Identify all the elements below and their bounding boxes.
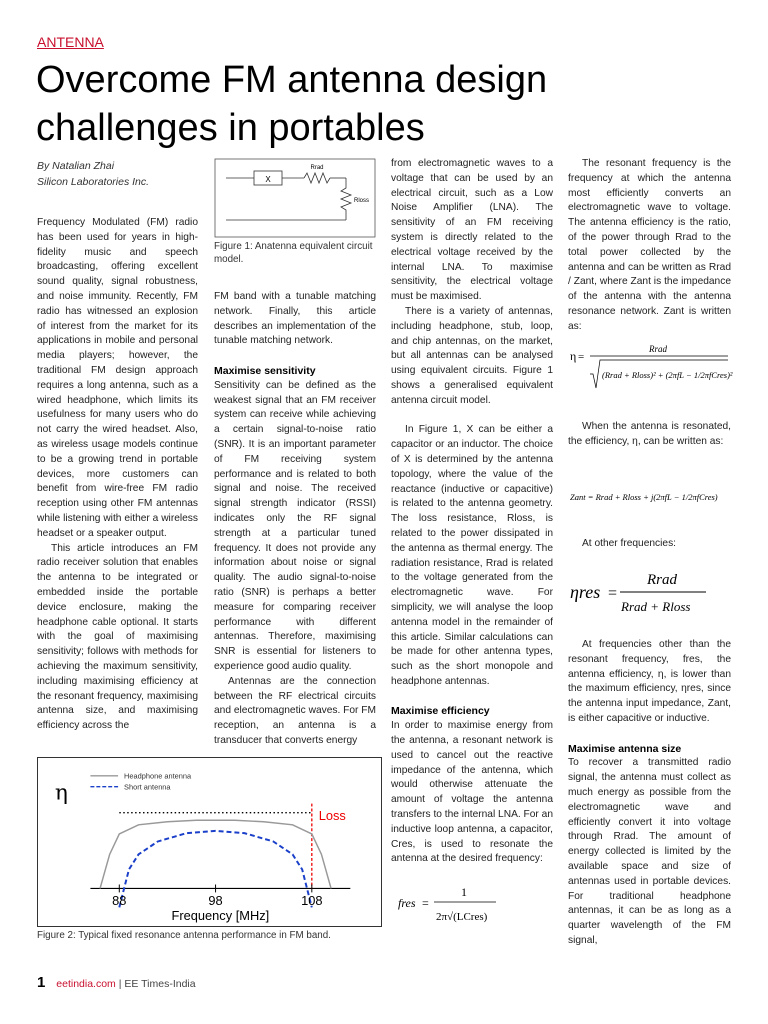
x-tick-label: 108 — [301, 893, 323, 909]
figure-2-chart — [37, 757, 382, 927]
affiliation: Silicon Laboratories Inc. — [37, 176, 150, 188]
rrad-resistor — [304, 173, 330, 183]
page-number: 1 — [37, 974, 46, 991]
x-tick-label: 98 — [208, 893, 223, 909]
heading-maximise-efficiency: Maximise efficiency — [391, 705, 490, 718]
footer — [37, 974, 196, 991]
x-tick-label: 88 — [112, 893, 127, 909]
paragraph: In order to maximise energy from the antenna, a resonant network is used to cancel out the reactive impedance of the antenna, which would otherwise attenuate the amount of voltage the antenna transfers to the internal LNA. For an inductive loop antenna, a capacitor, Cres, is used to resonate the antenna at the desired frequency: — [391, 720, 553, 865]
x-axis-label: Frequency [MHz] — [171, 908, 270, 924]
column-3 — [391, 157, 553, 867]
eq-fres-lhs: fres — [398, 896, 416, 910]
paragraph: At other frequencies: — [582, 538, 677, 549]
column-4-top — [568, 157, 731, 335]
eq-denominator: Rrad + Rloss — [621, 599, 691, 614]
figure-1-border — [215, 159, 375, 237]
column-1 — [37, 216, 198, 734]
author: By Natalian Zhai — [37, 160, 115, 172]
eq-denominator: 2π√(LCres) — [436, 911, 488, 923]
footer-separator: | — [118, 978, 122, 990]
heading-maximise-antenna-size: Maximise antenna size — [568, 742, 682, 755]
paragraph: Sensitivity can be defined as the weakest signal that an FM receiver system can receive while achieving a certain signal-to-noise ratio (SNR). It is an important parameter of FM receiving system performance and is related to both signal and noise. The received signal strength indicator (RSSI) indicates only the RF signal strength at a particular tuned frequency. It does not provide any information about noise or signal quality. The audio signal-to-noise ratio (SNR) is perhaps a better measure for comparing receiver performance with different antennas. Therefore, maximising SNR is essential for listeners to experience good audio quality. — [214, 379, 376, 672]
eq-equals: = — [578, 351, 585, 363]
paragraph: FM band with a tunable matching network. Finally, this article describes an implementation of the tunable matching network. — [214, 291, 376, 347]
eq-denominator: (Rrad + Rloss)² + (2πfL − 1/2πfCres)² — [602, 370, 733, 380]
rloss-resistor — [341, 178, 351, 220]
article-title: Overcome FM antenna design challenges in portables — [36, 59, 548, 149]
publication-name: EE Times-India — [124, 978, 196, 990]
equation-zant — [568, 478, 733, 518]
paragraph: At frequencies other than the resonant frequency, fres, the antenna efficiency, η, is lower than the maximum efficiency, ηres, since the antenna input impedance, Zant, is either capacitive or inductive. — [568, 639, 731, 724]
eq-eta-res-lhs: ηres — [570, 582, 601, 602]
eq-equals: = — [422, 896, 429, 910]
equation-eta — [568, 340, 733, 395]
eq-numerator: 1 — [461, 885, 467, 899]
paragraph: This article introduces an FM radio receiver solution that enables the antenna to be integrated or embedded inside the portable device enclosure, making the headphone cable optional. It starts with the goal of maximising sensitivity; follows with methods for achieving the maximum sensitivity, including maximising efficiency at the resonant frequency, maximising antenna size, and maximising efficiency across the — [37, 542, 198, 732]
byline — [37, 158, 149, 190]
paragraph: To recover a transmitted radio signal, the antenna must collect as much energy as possible from the electromagnetic wave and efficiently convert it into voltage through Rrad. The amount of energy collected is limited by the available space and size of antennas used in portable devices. For traditional headphone antennas, it can be as long as a quarter wavelength of the FM signal, — [568, 757, 731, 946]
rrad-label: Rrad — [310, 165, 324, 171]
y-axis-label: η — [54, 780, 68, 806]
paragraph: The resonant frequency is the frequency at which the antenna most efficiently converts an electromagnetic wave to voltage. The antenna efficiency is the ratio, of the power through Rrad to the total power collected by the antenna and can be written as Rrad / Zant, where Zant is the impedance of the antenna with the antenna resonance network. Zant is written as: — [568, 158, 731, 332]
equation-fres — [394, 880, 524, 928]
legend-label-2: Short antenna — [124, 782, 171, 792]
paragraph: from electromagnetic waves to a voltage that can be used by an electrical circuit, such as a Low Noise Amplifier (LNA). The sensitivity of an FM receiving system is directly related to the electrical voltage received by the internal LNA. To maximise sensitivity, the electrical voltage must be maximised. — [391, 158, 553, 303]
eq-numerator: Rrad — [647, 572, 677, 588]
paragraph: Frequency Modulated (FM) radio has been used for years in high-fidelity music and speech broadcasting, offering excellent sound quality, signal robustness, and noise immunity. Recently, FM radio has witnessed an explosion of interest from the market for its applications in mobile and personal media players; however, the traditional FM design approach requires a long antenna, such as a wired headphone, which limits its usefulness for many users who do not carry the wired headset. Also, as wireless usage models continue to be a growing trend in portable devices, more customers can benefit from wire-free FM radio reception using other FM antennas while listening with either a wireless headset or a speaker output. — [37, 217, 198, 539]
figure-1-caption: Figure 1: Anatenna equivalent circuit model. — [214, 241, 373, 265]
site-link[interactable]: eetindia.com — [56, 978, 116, 990]
figure-2-caption: Figure 2: Typical fixed resonance antenna performance in FM band. — [37, 930, 331, 941]
x-label: X — [265, 175, 271, 184]
heading-maximise-sensitivity: Maximise sensitivity — [214, 364, 316, 377]
eq-numerator: Rrad — [649, 344, 667, 354]
column-4-mid2 — [568, 537, 731, 552]
eq-zant-text: Zant = Rrad + Rloss + j(2πfL − 1/2πfCres) — [570, 492, 718, 502]
eq-eta-symbol: η — [570, 349, 577, 363]
paragraph: Antennas are the connection between the RF electrical circuits and electromagnetic waves. For FM reception, an antenna is a transducer that converts energy — [214, 675, 376, 746]
eq-equals: = — [608, 585, 618, 602]
legend-label-1: Headphone antenna — [124, 771, 192, 781]
column-2 — [214, 290, 376, 749]
rloss-label: Rloss — [354, 198, 370, 204]
equation-eta-res — [568, 566, 733, 621]
loss-annotation: Loss — [318, 808, 346, 824]
paragraph: There is a variety of antennas, including headphone, stub, loop, and chip antennas, on the market, but all antennas can be analysed using equivalent circuits. Figure 1 shows a generalised equivalent antenna circuit model. — [391, 305, 553, 406]
figure-1-circuit — [214, 158, 376, 238]
column-4-bottom — [568, 638, 731, 949]
column-4-mid — [568, 420, 731, 450]
section-tag[interactable]: ANTENNA — [37, 34, 104, 50]
paragraph: When the antenna is resonated, the efficiency, η, can be written as: — [568, 421, 731, 447]
paragraph: In Figure 1, X can be either a capacitor or an inductor. The choice of X is determined by the antenna topology, where the value of the reactance (inductive or capacitive) is related to the antenna geometry. The loss resistance, Rloss, is related to the power dissipated in the antenna as thermal energy. The radiation resistance, Rrad is related to the voltage generated from the electromagnetic wave. For simplicity, we will analyse the loop antenna model in the remainder of this article. Similar calculations can be made for other antenna types, such as the short monopole and headphone antennas. — [391, 424, 553, 687]
